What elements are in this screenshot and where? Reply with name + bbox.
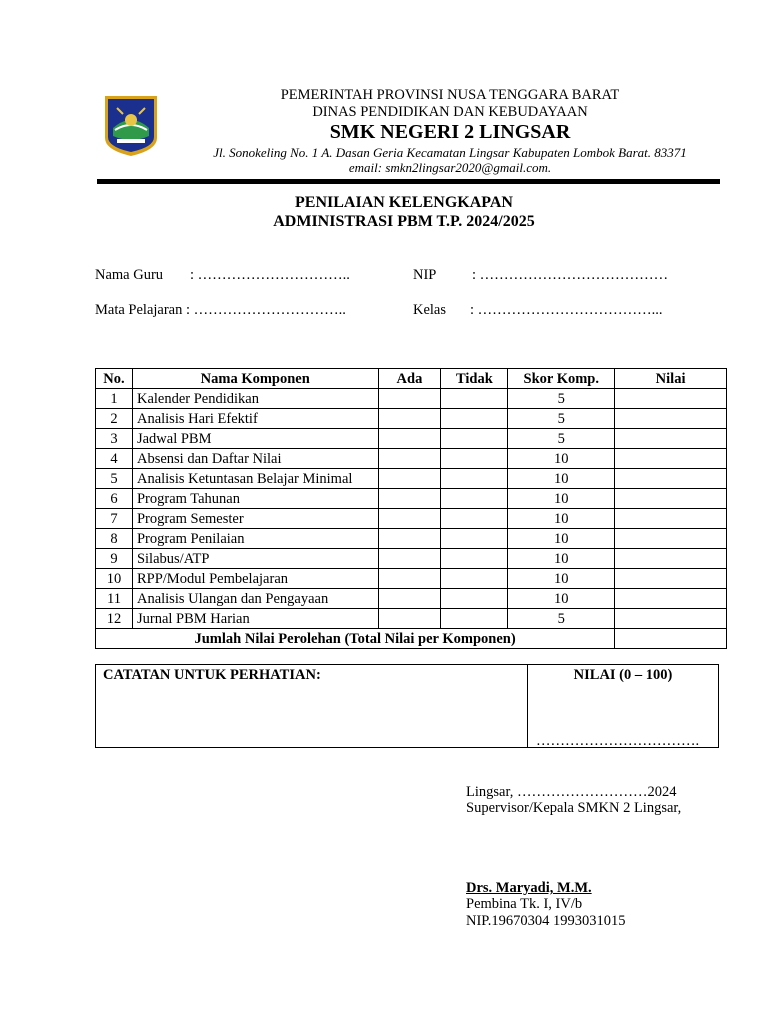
row-no: 1 [96,389,133,409]
row-no: 10 [96,569,133,589]
signature-nip: NIP.19670304 1993031015 [466,913,626,929]
total-nilai-cell[interactable] [615,629,727,649]
row-skor: 5 [508,409,615,429]
tidak-cell[interactable] [441,529,508,549]
row-skor: 10 [508,509,615,529]
nilai-cell[interactable] [615,429,727,449]
row-skor: 5 [508,429,615,449]
table-row [96,449,727,469]
nilai-cell[interactable] [615,529,727,549]
ada-cell[interactable] [378,589,441,609]
row-component: Analisis Hari Efektif [132,409,378,429]
ada-cell[interactable] [378,509,441,529]
tidak-cell[interactable] [441,469,508,489]
signature-rank: Pembina Tk. I, IV/b [466,896,583,912]
tidak-cell[interactable] [441,449,508,469]
col-header-no: No. [96,369,133,389]
row-skor: 10 [508,569,615,589]
row-component: Jurnal PBM Harian [132,609,378,629]
school-address: Jl. Sonokeling No. 1 A. Dasan Geria Kecamatan Lingsar Kabupaten Lombok Barat. 83371 [213,145,687,160]
row-no: 6 [96,489,133,509]
table-row [96,529,727,549]
ada-cell[interactable] [378,549,441,569]
table-row [96,409,727,429]
nilai-cell[interactable] [615,449,727,469]
nilai-cell[interactable] [615,409,727,429]
tidak-cell[interactable] [441,489,508,509]
mata-pelajaran-field[interactable]: Mata Pelajaran : ………………………….. [95,302,346,318]
table-row [96,569,727,589]
tidak-cell[interactable] [441,509,508,529]
row-skor: 5 [508,609,615,629]
tidak-cell[interactable] [441,549,508,569]
row-skor: 5 [508,389,615,409]
table-row [96,469,727,489]
tidak-cell[interactable] [441,409,508,429]
notes-box [95,664,719,748]
tidak-cell[interactable] [441,569,508,589]
row-component: Program Penilaian [132,529,378,549]
row-skor: 10 [508,489,615,509]
row-skor: 10 [508,449,615,469]
tidak-cell[interactable] [441,389,508,409]
nilai-cell[interactable] [615,569,727,589]
doc-title-line1: PENILAIAN KELENGKAPAN [295,194,513,211]
table-row [96,589,727,609]
col-header-ada: Ada [378,369,441,389]
row-no: 9 [96,549,133,569]
row-no: 12 [96,609,133,629]
ada-cell[interactable] [378,429,441,449]
nilai-cell[interactable] [615,389,727,409]
header-department: DINAS PENDIDIKAN DAN KEBUDAYAAN [312,104,588,120]
nip-field[interactable]: : ………………………………… [472,267,669,283]
nilai-cell[interactable] [615,469,727,489]
col-header-tidak: Tidak [441,369,508,389]
row-skor: 10 [508,549,615,569]
tidak-cell[interactable] [441,609,508,629]
row-skor: 10 [508,589,615,609]
ada-cell[interactable] [378,489,441,509]
nama-guru-label: Nama Guru [95,267,164,283]
row-component: Analisis Ulangan dan Pengayaan [132,589,378,609]
kelas-label: Kelas [413,302,447,318]
school-email: email: smkn2lingsar2020@gmail.com. [348,160,552,175]
kelas-field[interactable]: : ………………………………... [470,302,663,318]
school-name: SMK NEGERI 2 LINGSAR [329,121,571,143]
nilai-field[interactable]: ……………………………. [536,733,700,749]
ada-cell[interactable] [378,529,441,549]
row-component: Silabus/ATP [132,549,378,569]
table-header-row [96,369,727,389]
signature-place-date: Lingsar, ………………………2024 [466,784,677,800]
row-skor: 10 [508,529,615,549]
tidak-cell[interactable] [441,589,508,609]
col-header-skor: Skor Komp. [508,369,615,389]
tidak-cell[interactable] [441,429,508,449]
row-component: Absensi dan Daftar Nilai [132,449,378,469]
table-row [96,549,727,569]
table-row [96,509,727,529]
assessment-table [95,368,727,649]
table-row [96,389,727,409]
total-label: Jumlah Nilai Perolehan (Total Nilai per Komponen) [96,629,615,649]
ada-cell[interactable] [378,609,441,629]
signature-name: Drs. Maryadi, M.M. [466,880,592,896]
row-no: 11 [96,589,133,609]
ada-cell[interactable] [378,389,441,409]
row-skor: 10 [508,469,615,489]
nilai-cell[interactable] [615,589,727,609]
header-government: PEMERINTAH PROVINSI NUSA TENGGARA BARAT [280,87,620,103]
row-component: Kalender Pendidikan [132,389,378,409]
nilai-cell[interactable] [615,549,727,569]
table-row [96,429,727,449]
row-no: 5 [96,469,133,489]
row-component: Analisis Ketuntasan Belajar Minimal [132,469,378,489]
header-divider [97,179,720,184]
nip-label: NIP [413,267,437,283]
table-row [96,489,727,509]
row-component: RPP/Modul Pembelajaran [132,569,378,589]
row-no: 3 [96,429,133,449]
nama-guru-field[interactable]: : ………………………….. [190,267,350,283]
row-component: Jadwal PBM [132,429,378,449]
row-no: 8 [96,529,133,549]
col-header-nilai: Nilai [615,369,727,389]
ada-cell[interactable] [378,409,441,429]
row-no: 7 [96,509,133,529]
signature-role: Supervisor/Kepala SMKN 2 Lingsar, [466,800,682,816]
total-row [96,629,727,649]
nilai-cell[interactable] [615,489,727,509]
doc-title-line2: ADMINISTRASI PBM T.P. 2024/2025 [273,213,535,230]
table-row [96,609,727,629]
nilai-label: NILAI (0 – 100) [573,667,673,683]
notes-label: CATATAN UNTUK PERHATIAN: [103,667,321,683]
province-logo [103,94,159,158]
col-header-nama-komponen: Nama Komponen [132,369,378,389]
row-no: 4 [96,449,133,469]
ada-cell[interactable] [378,469,441,489]
row-component: Program Tahunan [132,489,378,509]
nilai-cell[interactable] [615,509,727,529]
ada-cell[interactable] [378,569,441,589]
row-component: Program Semester [132,509,378,529]
ada-cell[interactable] [378,449,441,469]
nilai-cell[interactable] [615,609,727,629]
row-no: 2 [96,409,133,429]
